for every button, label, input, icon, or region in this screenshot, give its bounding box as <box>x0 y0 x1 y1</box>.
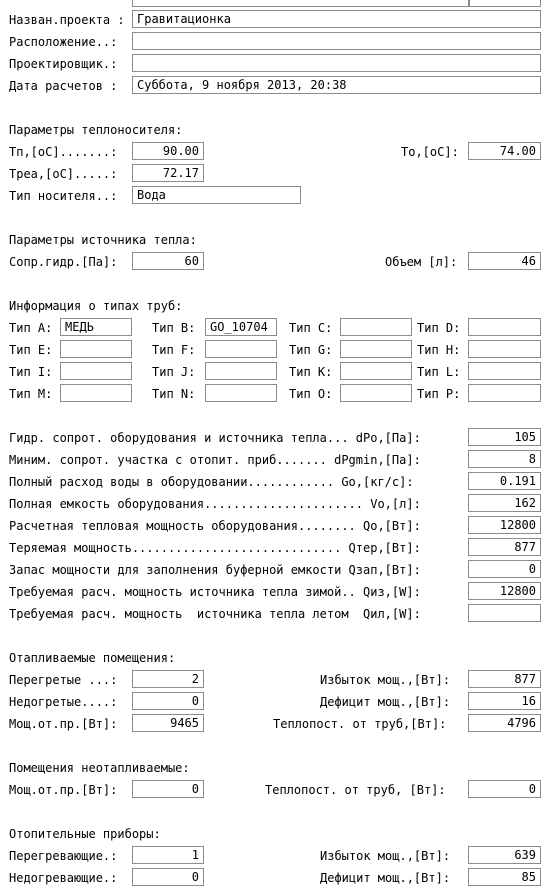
tp-field[interactable]: 90.00 <box>132 142 204 160</box>
pipe-type-label: Тип C: <box>289 321 333 335</box>
tp-label: Тп,[oC].......: <box>9 145 118 159</box>
pipe-type-field[interactable] <box>60 340 132 358</box>
project-name-label: Назван.проекта : <box>9 13 125 27</box>
to-field[interactable]: 74.00 <box>468 142 541 160</box>
equipment-param-field[interactable]: 12800 <box>468 582 541 600</box>
pipe-type-field[interactable] <box>468 340 541 358</box>
overheating-field[interactable]: 1 <box>132 846 204 864</box>
pipe-type-field[interactable] <box>205 340 277 358</box>
equipment-param-field[interactable]: 0.191 <box>468 472 541 490</box>
pipes-section-title: Информация о типах труб: <box>9 299 183 313</box>
pipe-type-field[interactable] <box>340 362 412 380</box>
unheated-pipe-heat-field[interactable]: 0 <box>468 780 541 798</box>
unheated-pipe-heat-label: Теплопост. от труб, [Вт]: <box>265 783 446 797</box>
pipe-type-label: Тип H: <box>417 343 461 357</box>
pipe-type-label: Тип D: <box>417 321 461 335</box>
rooms-excess-field[interactable]: 877 <box>468 670 541 688</box>
pipe-type-field[interactable] <box>468 318 541 336</box>
unheated-rooms-title: Помещения неотапливаемые: <box>9 761 190 775</box>
project-name-field[interactable]: Гравитационка <box>132 10 541 28</box>
pipe-type-label: Тип A: <box>9 321 53 335</box>
rooms-excess-label: Избыток мощ.,[Вт]: <box>320 673 451 687</box>
equipment-param-field[interactable] <box>468 604 541 622</box>
source-resistance-label: Сопр.гидр.[Па]: <box>9 255 118 269</box>
pipe-type-label: Тип E: <box>9 343 53 357</box>
pipe-type-field[interactable]: GO_10704 <box>205 318 277 336</box>
location-label: Расположение..: <box>9 35 118 49</box>
rooms-power-field[interactable]: 9465 <box>132 714 204 732</box>
equipment-param-field[interactable]: 162 <box>468 494 541 512</box>
pipe-type-field[interactable] <box>340 340 412 358</box>
underheating-field[interactable]: 0 <box>132 868 204 886</box>
pipe-type-field[interactable] <box>205 384 277 402</box>
coolant-type-field[interactable]: Вода <box>132 186 301 204</box>
pipe-type-label: Тип K: <box>289 365 333 379</box>
pipe-type-field[interactable] <box>468 362 541 380</box>
pipe-type-label: Тип G: <box>289 343 333 357</box>
pipe-type-field[interactable] <box>60 362 132 380</box>
source-section-title: Параметры источника тепла: <box>9 233 197 247</box>
top-edge-field <box>468 0 541 7</box>
heated-rooms-title: Отапливаемые помещения: <box>9 651 176 665</box>
equipment-param-label: Расчетная тепловая мощность оборудования........ Qo,[Вт]: <box>9 519 421 533</box>
coolant-section-title: Параметры теплоносителя: <box>9 123 183 137</box>
equipment-param-label: Миним. сопрот. участка с отопит. приб....... dPgmin,[Па]: <box>9 453 421 467</box>
rooms-deficit-field[interactable]: 16 <box>468 692 541 710</box>
designer-label: Проектировщик.: <box>9 57 118 71</box>
equipment-param-label: Теряемая мощность............................. Qтер,[Вт]: <box>9 541 421 555</box>
pipe-type-field[interactable] <box>205 362 277 380</box>
designer-field[interactable] <box>132 54 541 72</box>
source-volume-label: Объем [л]: <box>385 255 458 269</box>
equipment-param-label: Полная емкость оборудования...................... Vo,[л]: <box>9 497 421 511</box>
underheated-label: Недогретые....: <box>9 695 118 709</box>
underheating-label: Недогревающие.: <box>9 871 118 885</box>
pipe-type-label: Тип I: <box>9 365 53 379</box>
source-volume-field[interactable]: 46 <box>468 252 541 270</box>
heaters-deficit-label: Дефицит мощ.,[Вт]: <box>320 871 451 885</box>
rooms-power-label: Мощ.от.пр.[Вт]: <box>9 717 118 731</box>
pipe-type-label: Тип N: <box>152 387 196 401</box>
pipe-type-field[interactable] <box>340 384 412 402</box>
equipment-param-label: Полный расход воды в оборудовании............ Go,[кг/c]: <box>9 475 414 489</box>
trea-field[interactable]: 72.17 <box>132 164 204 182</box>
pipe-type-label: Тип O: <box>289 387 333 401</box>
date-field[interactable]: Суббота, 9 ноября 2013, 20:38 <box>132 76 541 94</box>
pipe-type-label: Тип M: <box>9 387 53 401</box>
location-field[interactable] <box>132 32 541 50</box>
pipe-type-label: Тип F: <box>152 343 196 357</box>
pipe-type-field[interactable] <box>340 318 412 336</box>
equipment-param-field[interactable]: 877 <box>468 538 541 556</box>
heaters-title: Отопительные приборы: <box>9 827 161 841</box>
pipe-type-field[interactable] <box>468 384 541 402</box>
rooms-pipe-heat-field[interactable]: 4796 <box>468 714 541 732</box>
top-edge-field <box>132 0 470 7</box>
pipe-type-field[interactable]: МЕДЬ <box>60 318 132 336</box>
equipment-param-label: Требуемая расч. мощность источника тепла зимой.. Qиз,[W]: <box>9 585 421 599</box>
pipe-type-label: Тип J: <box>152 365 196 379</box>
date-label: Дата расчетов : <box>9 79 118 93</box>
heaters-excess-field[interactable]: 639 <box>468 846 541 864</box>
pipe-type-label: Тип B: <box>152 321 196 335</box>
unheated-power-field[interactable]: 0 <box>132 780 204 798</box>
source-resistance-field[interactable]: 60 <box>132 252 204 270</box>
rooms-pipe-heat-label: Теплопост. от труб,[Вт]: <box>273 717 447 731</box>
equipment-param-label: Гидр. сопрот. оборудования и источника тепла... dPo,[Па]: <box>9 431 421 445</box>
equipment-param-field[interactable]: 105 <box>468 428 541 446</box>
equipment-param-field[interactable]: 8 <box>468 450 541 468</box>
overheating-label: Перегревающие.: <box>9 849 118 863</box>
heaters-deficit-field[interactable]: 85 <box>468 868 541 886</box>
trea-label: Треа,[oC].....: <box>9 167 118 181</box>
overheated-label: Перегретые ...: <box>9 673 118 687</box>
pipe-type-label: Тип P: <box>417 387 461 401</box>
rooms-deficit-label: Дефицит мощ.,[Вт]: <box>320 695 451 709</box>
heaters-excess-label: Избыток мощ.,[Вт]: <box>320 849 451 863</box>
to-label: To,[oC]: <box>401 145 459 159</box>
equipment-param-field[interactable]: 0 <box>468 560 541 578</box>
pipe-type-label: Тип L: <box>417 365 461 379</box>
equipment-param-label: Требуемая расч. мощность источника тепла летом Qил,[W]: <box>9 607 421 621</box>
underheated-field[interactable]: 0 <box>132 692 204 710</box>
equipment-param-field[interactable]: 12800 <box>468 516 541 534</box>
equipment-param-label: Запас мощности для заполнения буферной емкости Qзап,[Вт]: <box>9 563 421 577</box>
pipe-type-field[interactable] <box>60 384 132 402</box>
unheated-power-label: Мощ.от.пр.[Вт]: <box>9 783 118 797</box>
coolant-type-label: Тип носителя..: <box>9 189 118 203</box>
overheated-field[interactable]: 2 <box>132 670 204 688</box>
